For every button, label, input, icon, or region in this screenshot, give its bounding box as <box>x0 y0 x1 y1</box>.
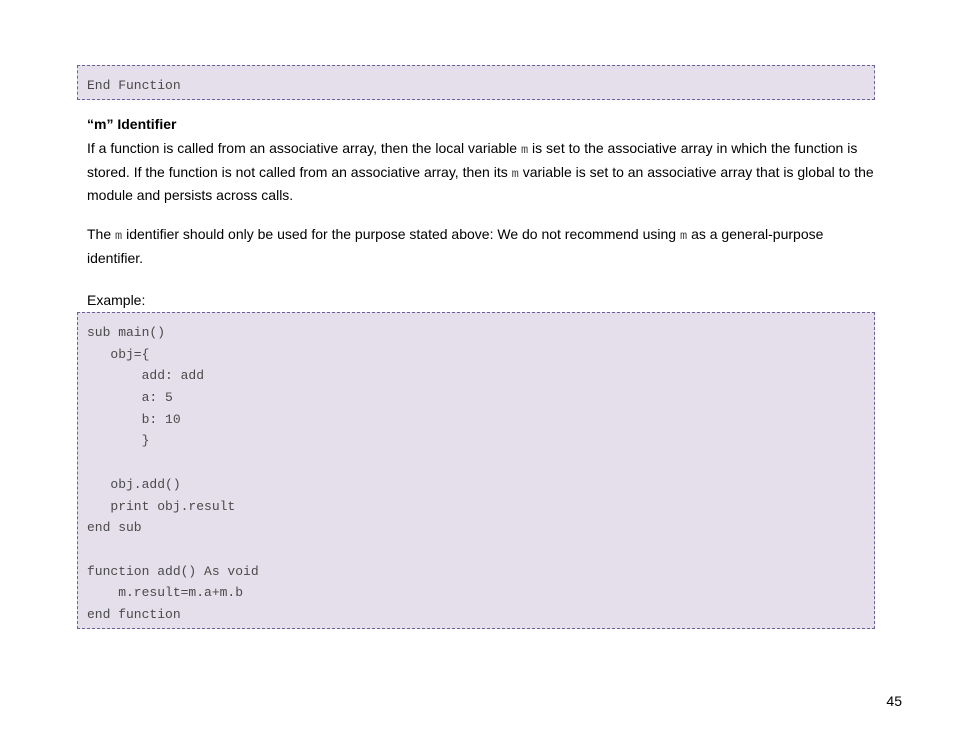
code-block-end-function <box>77 65 875 100</box>
code-line: obj.add() <box>87 476 181 492</box>
code-line: function add() As void <box>87 563 259 579</box>
code-line: end sub <box>87 520 142 536</box>
inline-code-m: m <box>520 143 529 157</box>
section-heading: “m” Identifier <box>87 116 177 132</box>
code-line: End Function <box>87 78 181 93</box>
paragraph-m-definition <box>87 138 877 207</box>
text-run: The <box>87 226 116 242</box>
code-line: a: 5 <box>87 390 173 406</box>
paragraph-m-usage <box>87 224 877 269</box>
text-run: as a general-purpose identifier. <box>87 226 824 266</box>
code-line: m.result=m.a+m.b <box>87 585 244 601</box>
code-line: end function <box>87 606 181 622</box>
code-block-example <box>77 312 875 629</box>
code-line <box>87 539 874 561</box>
code-line: obj={ <box>87 346 150 362</box>
text-run: If a function is called from an associative array, then the local variable <box>87 140 521 156</box>
inline-code-m: m <box>511 166 519 181</box>
text-run: is set to the associative array in which the function is stored. If the function is not called from an associative array, then its <box>87 140 858 180</box>
code-line: add: add <box>87 368 205 384</box>
inline-code-m: m <box>115 229 123 243</box>
text-run: identifier should only be used for the purpose stated above: We do not recommend using <box>122 226 680 242</box>
text-run: variable is set to an associative array that is global to the module and persists across calls. <box>87 163 874 203</box>
page-number: 45 <box>886 693 902 709</box>
inline-code-m: m <box>679 229 688 243</box>
code-line: } <box>87 433 150 449</box>
code-line: print obj.result <box>87 498 236 514</box>
code-line: sub main() <box>87 325 166 340</box>
code-line <box>87 452 874 474</box>
example-label: Example: <box>87 292 146 308</box>
code-line: b: 10 <box>87 411 181 427</box>
